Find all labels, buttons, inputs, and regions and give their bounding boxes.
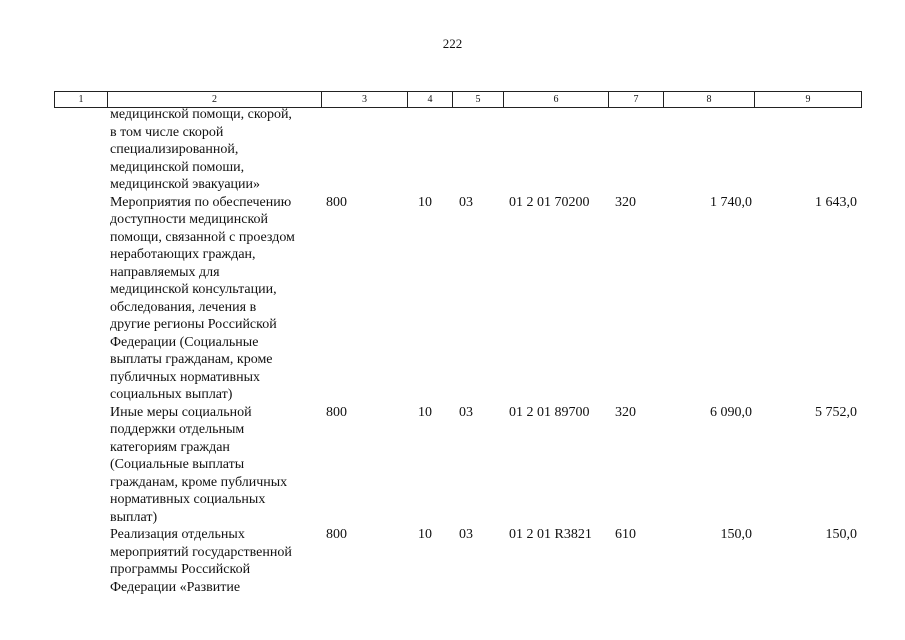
table-row	[54, 106, 861, 194]
item-name-line: в том числе скорой	[110, 124, 224, 140]
item-name-line: Федерации (Социальные	[110, 334, 259, 350]
cell-col-5: 03	[459, 194, 473, 210]
cell-col-3: 800	[326, 404, 347, 420]
item-name-line: специализированной,	[110, 142, 239, 157]
cell-col-8: 6 090,0	[710, 404, 752, 420]
cell-col-4: 10	[418, 194, 432, 210]
item-name-line: публичных нормативных	[110, 369, 261, 385]
item-name-line: мероприятий государственной	[110, 544, 292, 560]
item-name-line: Реализация отдельных	[110, 527, 245, 542]
table-row	[54, 526, 861, 596]
item-name-line: Иные меры социальной	[110, 404, 252, 420]
item-name-line: Федерации «Развитие	[110, 579, 241, 595]
cell-item-name	[107, 106, 321, 194]
cell-col-6: 01 2 01 70200	[509, 194, 590, 210]
cell-col-6: 01 2 01 R3821	[509, 527, 592, 542]
cell-col-5	[452, 106, 503, 194]
column-header-9: 9	[755, 92, 862, 107]
cell-col-4: 10	[418, 404, 432, 420]
item-name-line: программы Российской	[110, 562, 251, 577]
item-name-line: медицинской помоши,	[110, 159, 245, 175]
cell-col-7: 320	[615, 194, 636, 210]
cell-col-9: 150,0	[825, 527, 857, 542]
cell-col-7	[608, 106, 663, 194]
column-header-7: 7	[609, 92, 664, 107]
cell-col-1	[54, 106, 107, 194]
item-name-line: Мероприятия по обеспечению	[110, 194, 292, 210]
item-name-line: направляемых для	[110, 264, 220, 280]
cell-col-4	[407, 106, 452, 194]
item-name-line: медицинской эвакуации»	[110, 177, 261, 192]
column-header-3: 3	[322, 92, 408, 107]
item-name-line: гражданам, кроме публичных	[110, 474, 288, 490]
table-row	[54, 194, 861, 404]
item-name-line: выплат)	[110, 509, 158, 525]
cell-col-8	[663, 106, 754, 194]
item-name-line: медицинской консультации,	[110, 282, 277, 297]
cell-item-name	[107, 194, 321, 404]
item-name-line: доступности медицинской	[110, 212, 269, 227]
cell-col-1	[54, 404, 107, 527]
item-name-line: социальных выплат)	[110, 387, 233, 402]
item-name-line: другие регионы Российской	[110, 317, 277, 332]
cell-col-4: 10	[418, 527, 432, 542]
cell-col-8: 150,0	[720, 527, 752, 542]
cell-col-5: 03	[459, 404, 473, 420]
item-name-line: (Социальные выплаты	[110, 457, 245, 472]
item-name-line: неработающих граждан,	[110, 247, 256, 262]
table-row	[54, 404, 861, 527]
cell-col-7: 320	[615, 404, 636, 420]
column-header-4: 4	[408, 92, 453, 107]
cell-col-8: 1 740,0	[710, 194, 752, 210]
item-name-line: обследования, лечения в	[110, 299, 257, 315]
item-name-line: категориям граждан	[110, 439, 230, 455]
table-body	[54, 106, 861, 596]
column-header-8: 8	[664, 92, 755, 107]
item-name-line: нормативных социальных	[110, 492, 266, 507]
column-header-6: 6	[504, 92, 609, 107]
column-header-2: 2	[108, 92, 322, 107]
item-name-line: выплаты гражданам, кроме	[110, 352, 273, 367]
cell-col-6: 01 2 01 89700	[509, 404, 590, 420]
cell-col-9: 5 752,0	[815, 404, 857, 420]
cell-col-3: 800	[326, 194, 347, 210]
item-name-line: медицинской помощи, скорой,	[110, 107, 292, 122]
page-number: 222	[442, 36, 463, 51]
item-name-line: поддержки отдельным	[110, 422, 245, 437]
column-header-5: 5	[453, 92, 504, 107]
cell-col-7: 610	[615, 527, 636, 542]
cell-col-9: 1 643,0	[815, 194, 857, 210]
cell-col-9	[754, 106, 861, 194]
column-header-1: 1	[55, 92, 108, 107]
cell-col-1	[54, 194, 107, 404]
item-name-line: помощи, связанной с проездом	[110, 229, 295, 245]
cell-col-5: 03	[459, 527, 473, 542]
cell-item-name	[107, 526, 321, 596]
cell-col-3	[321, 106, 407, 194]
cell-col-1	[54, 526, 107, 596]
cell-col-6	[503, 106, 608, 194]
cell-col-3: 800	[326, 527, 347, 542]
cell-item-name	[107, 404, 321, 527]
